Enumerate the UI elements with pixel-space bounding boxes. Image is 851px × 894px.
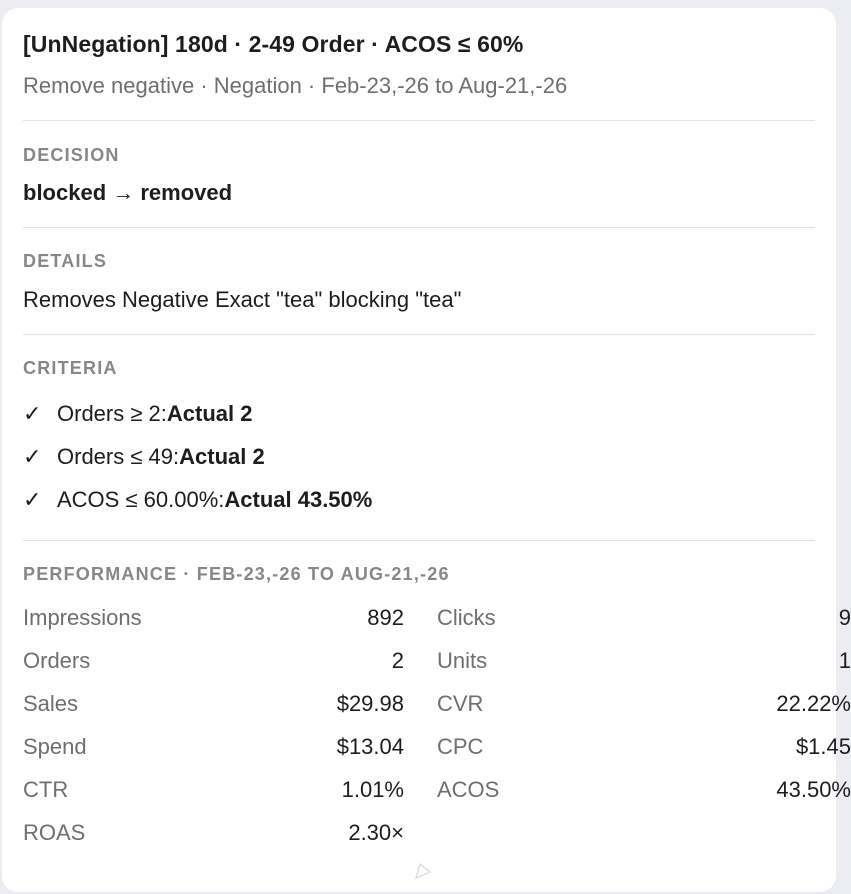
- metric-value: 1: [838, 647, 851, 673]
- criteria-item: [23, 392, 815, 435]
- performance-label: PERFORMANCE · FEB-23,-26 TO AUG-21,-26: [23, 564, 450, 584]
- metric-value: 2.30×: [348, 819, 404, 845]
- metric-label: Spend: [23, 733, 87, 759]
- decision-value: blocked → removed: [23, 180, 233, 205]
- criteria-item: [23, 435, 815, 478]
- metric-sales: [23, 682, 404, 725]
- criteria-actual: Actual 43.50%: [224, 486, 373, 512]
- details-value: Removes Negative Exact "tea" blocking "tea": [23, 287, 462, 312]
- metric-label: CVR: [437, 690, 484, 716]
- card-header: [23, 8, 815, 121]
- metric-label: CPC: [437, 733, 484, 759]
- metric-value: 43.50%: [776, 776, 851, 802]
- details-label: DETAILS: [23, 251, 108, 271]
- criteria-label: CRITERIA: [23, 358, 118, 378]
- metric-orders: [23, 639, 404, 682]
- metric-label: Sales: [23, 690, 79, 716]
- metric-label: Orders: [23, 647, 91, 673]
- rule-subtitle: Remove negative · Negation · Feb-23,-26 to Aug-21,-26: [23, 73, 568, 98]
- metric-value: $29.98: [336, 690, 404, 716]
- metric-value: $1.45: [795, 733, 851, 759]
- metric-units: [437, 639, 851, 682]
- metric-value: 22.22%: [776, 690, 851, 716]
- performance-section: [23, 541, 851, 854]
- metric-clicks: [437, 596, 851, 639]
- metric-label: ROAS: [23, 819, 86, 845]
- metric-acos: [437, 768, 851, 811]
- metric-cpc: [437, 725, 851, 768]
- metric-ctr: [23, 768, 404, 811]
- metric-spend: [23, 725, 404, 768]
- criteria-actual: Actual 2: [166, 400, 253, 426]
- metric-value: 892: [367, 604, 404, 630]
- mouse-pointer-icon: [412, 860, 434, 882]
- checkmark-icon: ✓: [23, 486, 42, 512]
- metric-value: $13.04: [336, 733, 404, 759]
- performance-grid: [23, 596, 851, 854]
- metric-cvr: [437, 682, 851, 725]
- metric-label: CTR: [23, 776, 69, 802]
- rule-detail-card: [2, 8, 851, 892]
- decision-section: [23, 121, 815, 228]
- details-section: [23, 228, 815, 335]
- metric-roas: [23, 811, 404, 854]
- criteria-list: [23, 392, 815, 521]
- metric-label: Impressions: [23, 604, 142, 630]
- metric-value: 1.01%: [341, 776, 404, 802]
- metric-label: Clicks: [437, 604, 496, 630]
- criteria-text: Orders ≤ 49:: [57, 443, 180, 469]
- criteria-section: [23, 335, 815, 541]
- metric-value: 2: [391, 647, 404, 673]
- decision-label: DECISION: [23, 145, 120, 165]
- rule-title: [UnNegation] 180d · 2-49 Order · ACOS ≤ 60%: [23, 31, 524, 57]
- criteria-actual: Actual 2: [179, 443, 265, 469]
- checkmark-icon: ✓: [23, 443, 42, 469]
- criteria-text: Orders ≥ 2:: [57, 400, 167, 426]
- metric-label: Units: [437, 647, 488, 673]
- checkmark-icon: ✓: [23, 400, 42, 426]
- metric-impressions: [23, 596, 404, 639]
- criteria-item: [23, 478, 815, 521]
- criteria-text: ACOS ≤ 60.00%:: [57, 486, 225, 512]
- metric-value: 9: [838, 604, 851, 630]
- metric-label: ACOS: [437, 776, 500, 802]
